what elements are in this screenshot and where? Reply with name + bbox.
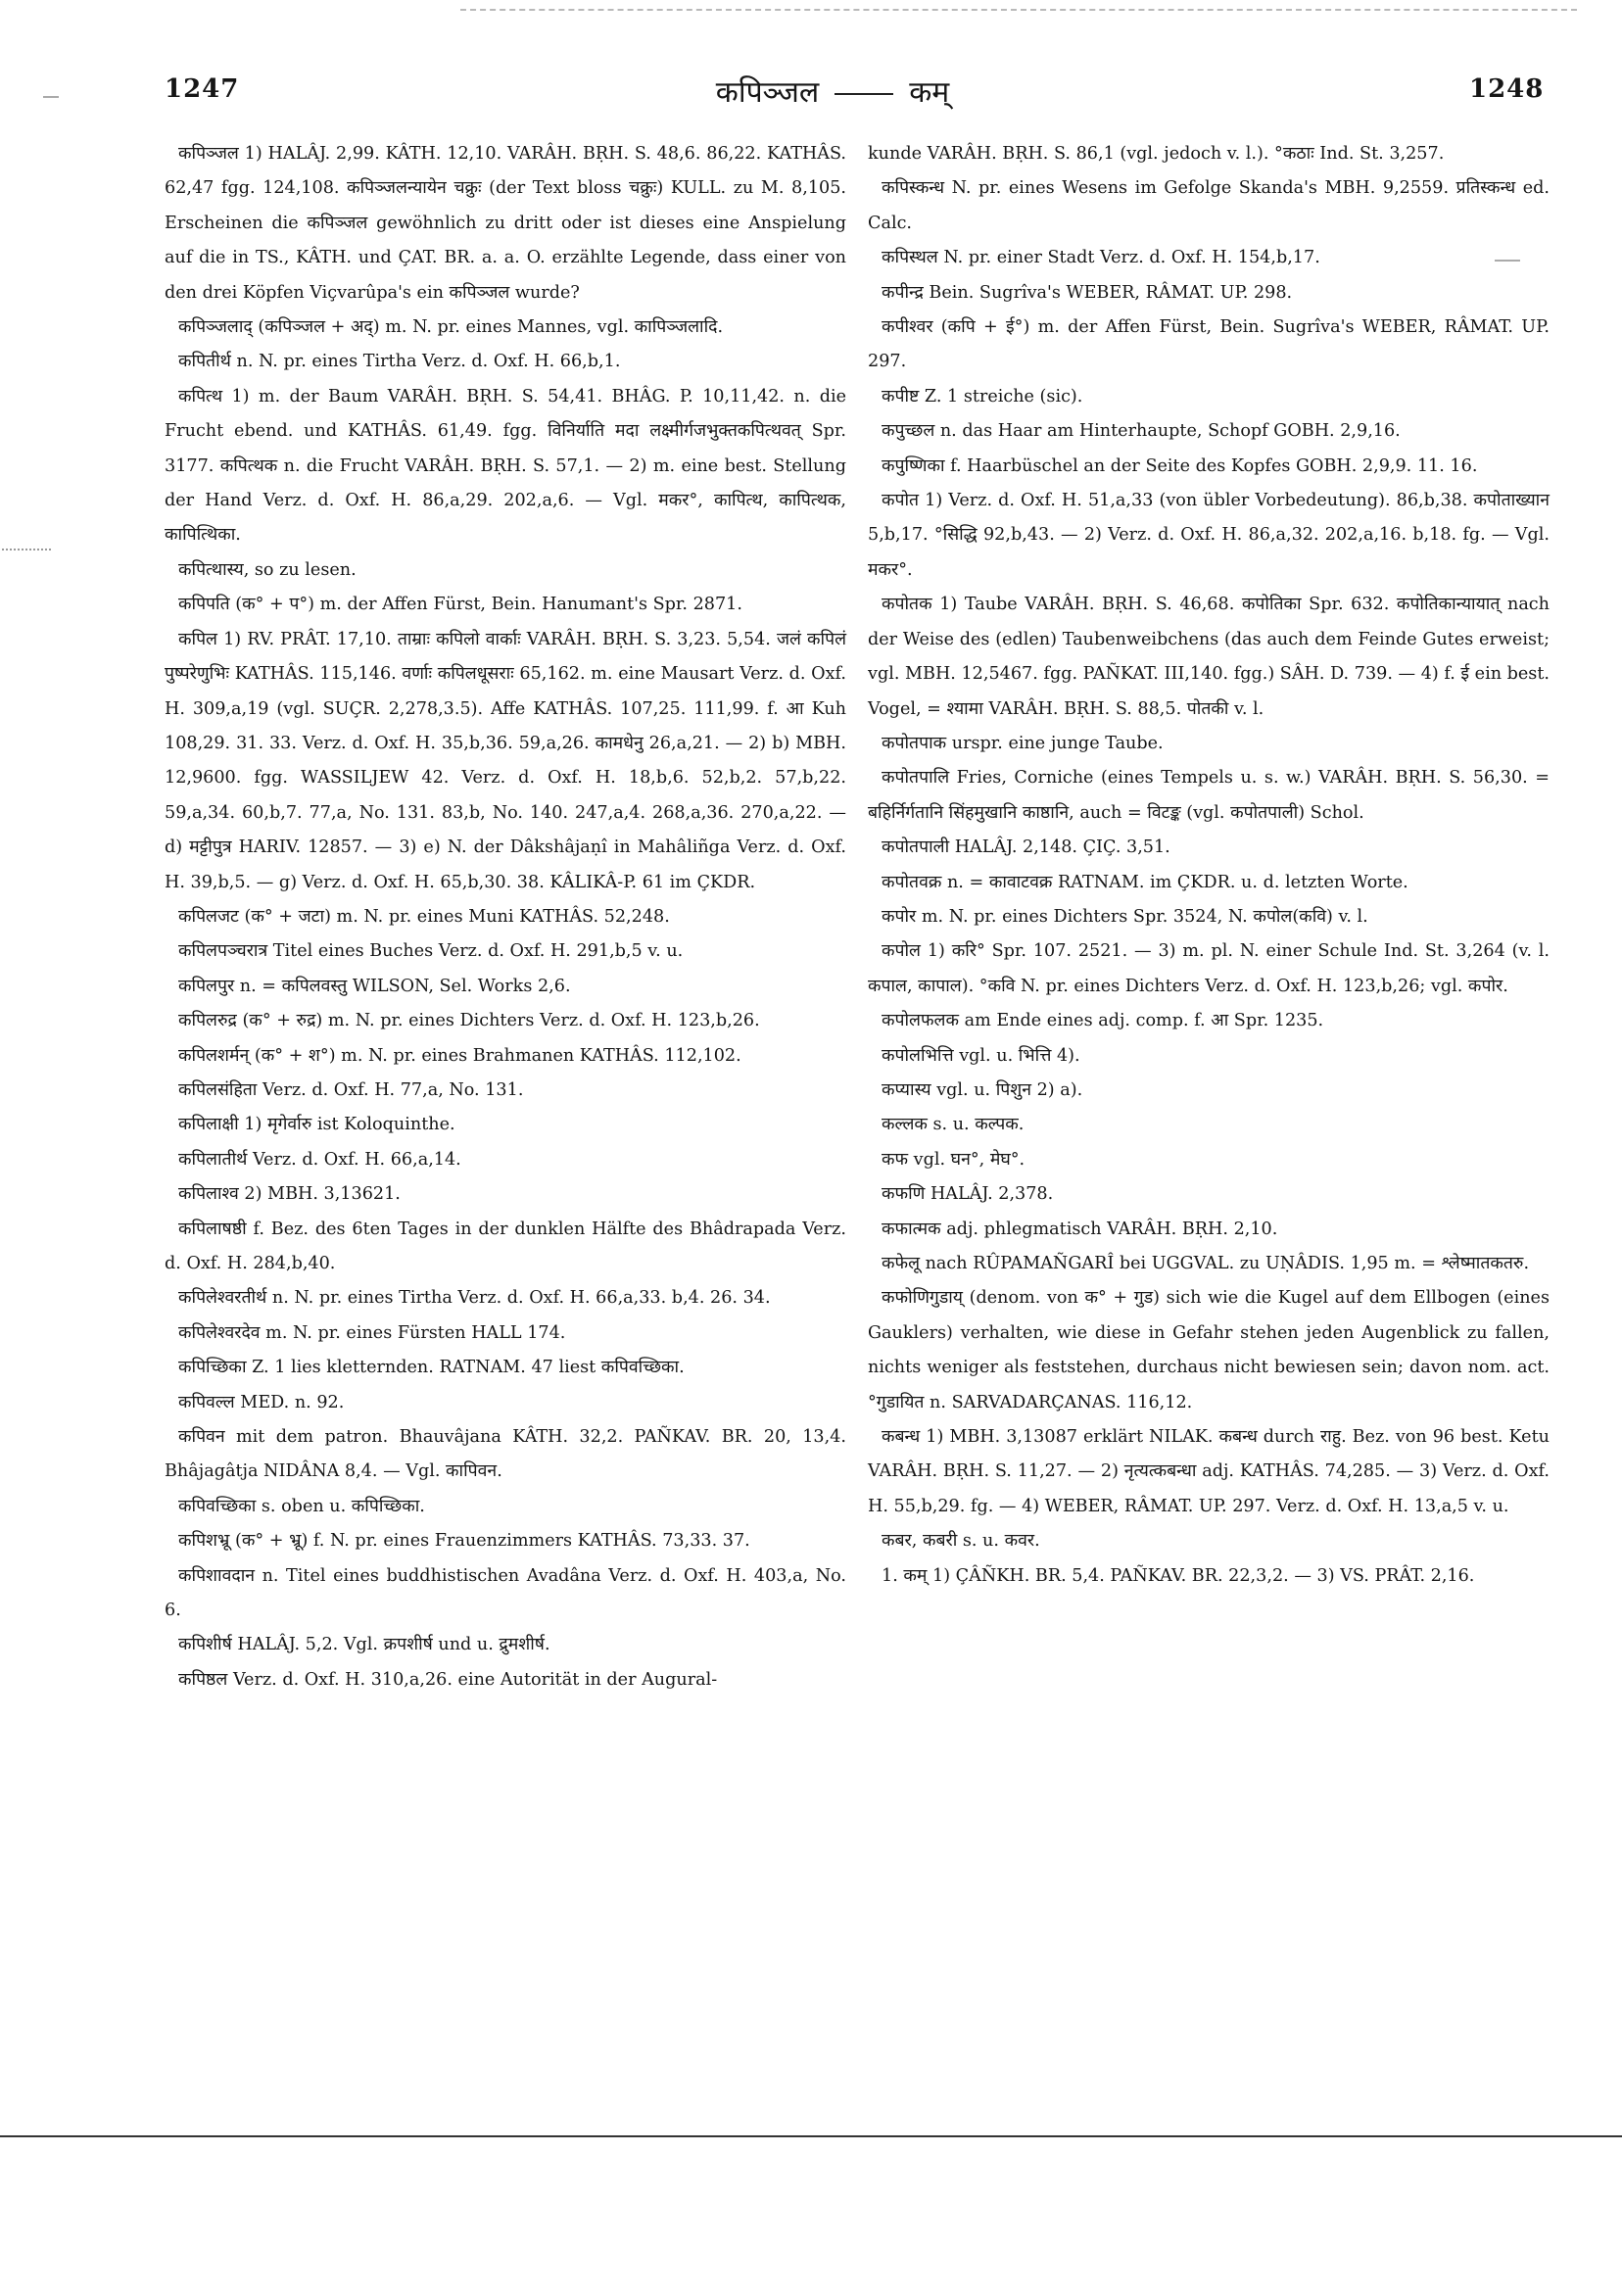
dictionary-entry: कपिवच्छिका s. oben u. कपिच्छिका.: [178, 1496, 425, 1516]
dictionary-entry: कपिलसंहिता Verz. d. Oxf. H. 77,a, No. 131.: [178, 1079, 524, 1100]
dictionary-entry: कपिञ्जल 1) HALÂJ. 2,99. KÂTH. 12,10. VARÂH. BṚH. S. 48,6. 86,22. KATHÂS. 62,47 fgg. 124,108. कपिञ्जलन्यायेन चक्रुः (der Text bloss चक्रुः) KULL. zu M. 8,105. Erscheinen die कपिञ्जल gewöhnlich zu dritt oder ist dieses eine Anspielung auf die in TS., KÂTH. und ÇAT. BR. a. a. O. erzählte Legende, dass einer von den drei Köpfen Viçvarûpa's ein कपिञ्जल wurde?: [165, 144, 846, 303]
dictionary-entry: कफात्मक adj. phlegmatisch VARÂH. BṚH. 2,10.: [882, 1219, 1278, 1239]
dictionary-entry: कपिलपुर n. = कपिलवस्तु WILSON, Sel. Works 2,6.: [178, 976, 571, 996]
dictionary-entry: कपोतपाक urspr. eine junge Taube.: [882, 733, 1164, 753]
dictionary-entry: कपिलपञ्चरात्र Titel eines Buches Verz. d. Oxf. H. 291,b,5 v. u.: [178, 941, 684, 962]
dictionary-entry: कपिलेश्वरदेव m. N. pr. eines Fürsten HALL 174.: [178, 1322, 566, 1343]
dictionary-entry: कपीष्ट Z. 1 streiche (sic).: [882, 386, 1083, 407]
dictionary-entry-continued: kunde VARÂH. BṚH. S. 86,1 (vgl. jedoch v. l.). °कठाः Ind. St. 3,257.: [868, 144, 1445, 164]
dictionary-entry: कबर, कबरी s. u. कवर.: [882, 1531, 1040, 1552]
dictionary-entry: 1. कम् 1) ÇÂÑKH. BR. 5,4. PAÑKAV. BR. 22,3,2. — 3) VS. PRÂT. 2,16.: [882, 1565, 1475, 1586]
dictionary-entry: कपिशभ्रू (क° + भ्रू) f. N. pr. eines Frauenzimmers KATHÂS. 73,33. 37.: [178, 1531, 750, 1552]
dictionary-entry: कपिलरुद्र (क° + रुद्र) m. N. pr. eines Dichters Verz. d. Oxf. H. 123,b,26.: [178, 1011, 760, 1031]
page-number-right: 1248: [1469, 74, 1545, 104]
dictionary-entry: कपोतपालि Fries, Corniche (eines Tempels u. s. w.) VARÂH. BṚH. S. 56,30. = बहिर्निर्गतानि सिंहमुखानि काष्ठानि, auch = विटङ्क (vgl. कपोतपाली) Schol.: [868, 768, 1550, 823]
dictionary-entry: कपिष्ठल Verz. d. Oxf. H. 310,a,26. eine Autorität in der Augural-: [178, 1669, 718, 1690]
dictionary-entry: कपीश्वर (कपि + ई°) m. der Affen Fürst, Bein. Sugrîva's WEBER, RÂMAT. UP. 297.: [868, 317, 1550, 372]
dictionary-entry: कपिलजट (क° + जटा) m. N. pr. eines Muni KATHÂS. 52,248.: [178, 906, 670, 927]
top-border-dashes: [460, 9, 1577, 11]
dictionary-entry: कबन्ध 1) MBH. 3,13087 erklärt NILAK. कबन्ध durch राहु. Bez. von 96 best. Ketu VARÂH. BṚH. S. 11,27. — 2) नृत्यत्कबन्धा adj. KATHÂS. 74,285. — 3) Verz. d. Oxf. H. 55,b,29. fg. — 4) WEBER, RÂMAT. UP. 297. Verz. d. Oxf. H. 13,a,5 v. u.: [868, 1427, 1550, 1516]
dictionary-entry: कपीन्द्र Bein. Sugrîva's WEBER, RÂMAT. UP. 298.: [882, 282, 1293, 303]
running-title-first-word: कपिञ्जल: [715, 75, 820, 110]
dictionary-entry: कपिस्थल N. pr. einer Stadt Verz. d. Oxf. H. 154,b,17.: [882, 248, 1320, 268]
dictionary-entry: कफेलू nach RÛPAMAÑGARÎ bei UGGVAL. zu UṆÂDIS. 1,95 m. = श्लेष्मातकतरु.: [882, 1254, 1530, 1273]
dictionary-entry: कपितीर्थ n. N. pr. eines Tirtha Verz. d. Oxf. H. 66,b,1.: [178, 352, 621, 372]
running-title: [490, 71, 1175, 111]
dictionary-entry: कपोलफलक am Ende eines adj. comp. f. आ Spr. 1235.: [882, 1011, 1324, 1031]
dictionary-entry: कपिलाश्व 2) MBH. 3,13621.: [178, 1184, 401, 1205]
dictionary-entry: कपोर m. N. pr. eines Dichters Spr. 3524, N. कपोल(कवि) v. l.: [882, 906, 1368, 927]
bottom-rule: [0, 2135, 1622, 2137]
dictionary-entry: कपोतक 1) Taube VARÂH. BṚH. S. 46,68. कपोतिका Spr. 632. कपोतिकान्यायात् nach der Weise des (edlen) Taubenweibchens (das auch dem Feinde Gutes erweist; vgl. MBH. 12,5467. fgg. PAÑKAT. III,140. fgg.) SÂH. D. 739. — 4) f. ई ein best. Vogel, = श्यामा VARÂH. BṚH. S. 88,5. पोतकी v. l.: [868, 595, 1550, 719]
dictionary-entry: कपिलाषष्ठी f. Bez. des 6ten Tages in der dunklen Hälfte des Bhâdrapada Verz. d. Oxf. H. 284,b,40.: [165, 1219, 846, 1273]
dictionary-entry: कपिशीर्ष HALÂJ. 5,2. Vgl. क्रपशीर्ष und u. द्रुमशीर्ष.: [178, 1635, 550, 1655]
page-number-left: 1247: [165, 74, 240, 104]
dictionary-entry: कपोतवक्र n. = कावाटवक्र RATNAM. im ÇKDR. u. d. letzten Worte.: [882, 872, 1408, 892]
dictionary-entry: कपिलशर्मन् (क° + श°) m. N. pr. eines Brahmanen KATHÂS. 112,102.: [178, 1045, 741, 1066]
dictionary-entry: कपिल 1) RV. PRÂT. 17,10. ताम्राः कपिलो वार्काः VARÂH. BṚH. S. 3,23. 5,54. जलं कपिलं पुष्परेणुभिः KATHÂS. 115,146. वर्णाः कपिलधूसराः 65,162. m. eine Mausart Verz. d. Oxf. H. 309,a,19 (vgl. SUÇR. 2,278,3.5). Affe KATHÂS. 107,25. 111,99. f. आ Kuh 108,29. 31. 33. Verz. d. Oxf. H. 35,b,36. 59,a,26. कामधेनु 26,a,21. — 2) b) MBH. 12,9600. fgg. WASSILJEW 42. Verz. d. Oxf. H. 18,b,6. 52,b,2. 57,b,22. 59,a,34. 60,b,7. 77,a, No. 131. 83,b, No. 140. 247,a,4. 268,a,36. 270,a,22. — d) मट्टीपुत्र HARIV. 12857. — 3) e) N. der Dâkshâjaṇî in Mahâliñga Verz. d. Oxf. H. 39,b,5. — g) Verz. d. Oxf. H. 65,b,30. 38. KÂLIKÂ-P. 61 im ÇKDR.: [165, 629, 846, 892]
running-title-last-word: कम्: [909, 75, 950, 110]
dictionary-entry: कपित्थ 1) m. der Baum VARÂH. BṚH. S. 54,41. BHÂG. P. 10,11,42. n. die Frucht ebend. und KATHÂS. 61,49. fgg. विनिर्याति मदा लक्ष्मीर्गजभुक्तकपित्थवत् Spr. 3177. कपित्थक n. die Frucht VARÂH. BṚH. S. 57,1. — 2) m. eine best. Stellung der Hand Verz. d. Oxf. H. 86,a,29. 202,a,6. — Vgl. मकर°, कापित्थ, कापित्थक, कापित्थिका.: [165, 386, 846, 546]
dictionary-entry: कप्यास्य vgl. u. पिशुन 2) a).: [882, 1079, 1083, 1100]
dictionary-entry: कपिलेश्वरतीर्थ n. N. pr. eines Tirtha Verz. d. Oxf. H. 66,a,33. b,4. 26. 34.: [178, 1288, 771, 1309]
margin-mark: [43, 96, 59, 98]
dictionary-entry: कपोत 1) Verz. d. Oxf. H. 51,a,33 (von übler Vorbedeutung). 86,b,38. कपोताख्यान 5,b,17. °सिद्धि 92,b,43. — 2) Verz. d. Oxf. H. 86,a,32. 202,a,16. b,18. fg. — Vgl. मकर°.: [868, 491, 1550, 580]
dictionary-entry: कपिवन mit dem patron. Bhauvâjana KÂTH. 32,2. PAÑKAV. BR. 20, 13,4. Bhâjagâtja NIDÂNA 8,4. — Vgl. कापिवन.: [165, 1427, 846, 1482]
dictionary-entry: कपोतपाली HALÂJ. 2,148. ÇIÇ. 3,51.: [882, 837, 1170, 858]
margin-dots: [2, 549, 51, 550]
dictionary-entry: कफ vgl. घन°, मेघ°.: [882, 1149, 1026, 1170]
right-column: [868, 137, 1550, 1594]
dictionary-entry: कफोणिगुडाय् (denom. von क° + गुड) sich wie die Kugel auf dem Ellbogen (eines Gauklers) verhalten, wie diese in Gefahr stehen jeden Augenblick zu fallen, nichts weniger als feststehen, durchaus nicht bewiesen sein; davon nom. act. °गुडायित n. SARVADARÇANAS. 116,12.: [868, 1288, 1550, 1412]
dictionary-entry: कल्लक s. u. कल्पक.: [882, 1115, 1025, 1135]
dictionary-entry: कपोलभित्ति vgl. u. भित्ति 4).: [882, 1045, 1080, 1066]
dictionary-entry: कफणि HALÂJ. 2,378.: [882, 1184, 1054, 1205]
dictionary-entry: कपिस्कन्ध N. pr. eines Wesens im Gefolge Skanda's MBH. 9,2559. प्रतिस्कन्ध ed. Calc.: [868, 178, 1550, 233]
dictionary-entry: कपिञ्जलाद् (कपिञ्जल + अद्) m. N. pr. eines Mannes, vgl. कापिञ्जलादि.: [178, 317, 724, 338]
title-dash: [835, 93, 893, 95]
dictionary-entry: कपोल 1) करि° Spr. 107. 2521. — 3) m. pl. N. einer Schule Ind. St. 3,264 (v. l. कपाल, कापाल). °कवि N. pr. eines Dichters Verz. d. Oxf. H. 123,b,26; vgl. कपोर.: [868, 941, 1550, 996]
dictionary-entry: कपिपति (क° + प°) m. der Affen Fürst, Bein. Hanumant's Spr. 2871.: [178, 595, 742, 615]
dictionary-entry: कपिच्छिका Z. 1 lies kletternden. RATNAM. 47 liest कपिवच्छिका.: [178, 1358, 685, 1378]
dictionary-entry: कपुष्णिका f. Haarbüschel an der Seite des Kopfes GOBH. 2,9,9. 11. 16.: [882, 455, 1478, 476]
dictionary-entry: कपिलातीर्थ Verz. d. Oxf. H. 66,a,14.: [178, 1149, 461, 1170]
dictionary-entry: कपिशावदान n. Titel eines buddhistischen Avadâna Verz. d. Oxf. H. 403,a, No. 6.: [165, 1565, 846, 1621]
dictionary-entry: कपित्थास्य, so zu lesen.: [178, 559, 357, 580]
dictionary-entry: कपिवल्ल MED. n. 92.: [178, 1392, 345, 1412]
left-column: [165, 137, 846, 1698]
dictionary-entry: कपुच्छल n. das Haar am Hinterhaupte, Schopf GOBH. 2,9,16.: [882, 421, 1401, 442]
dictionary-entry: कपिलाक्षी 1) मृगेर्वारु ist Koloquinthe.: [178, 1115, 455, 1135]
